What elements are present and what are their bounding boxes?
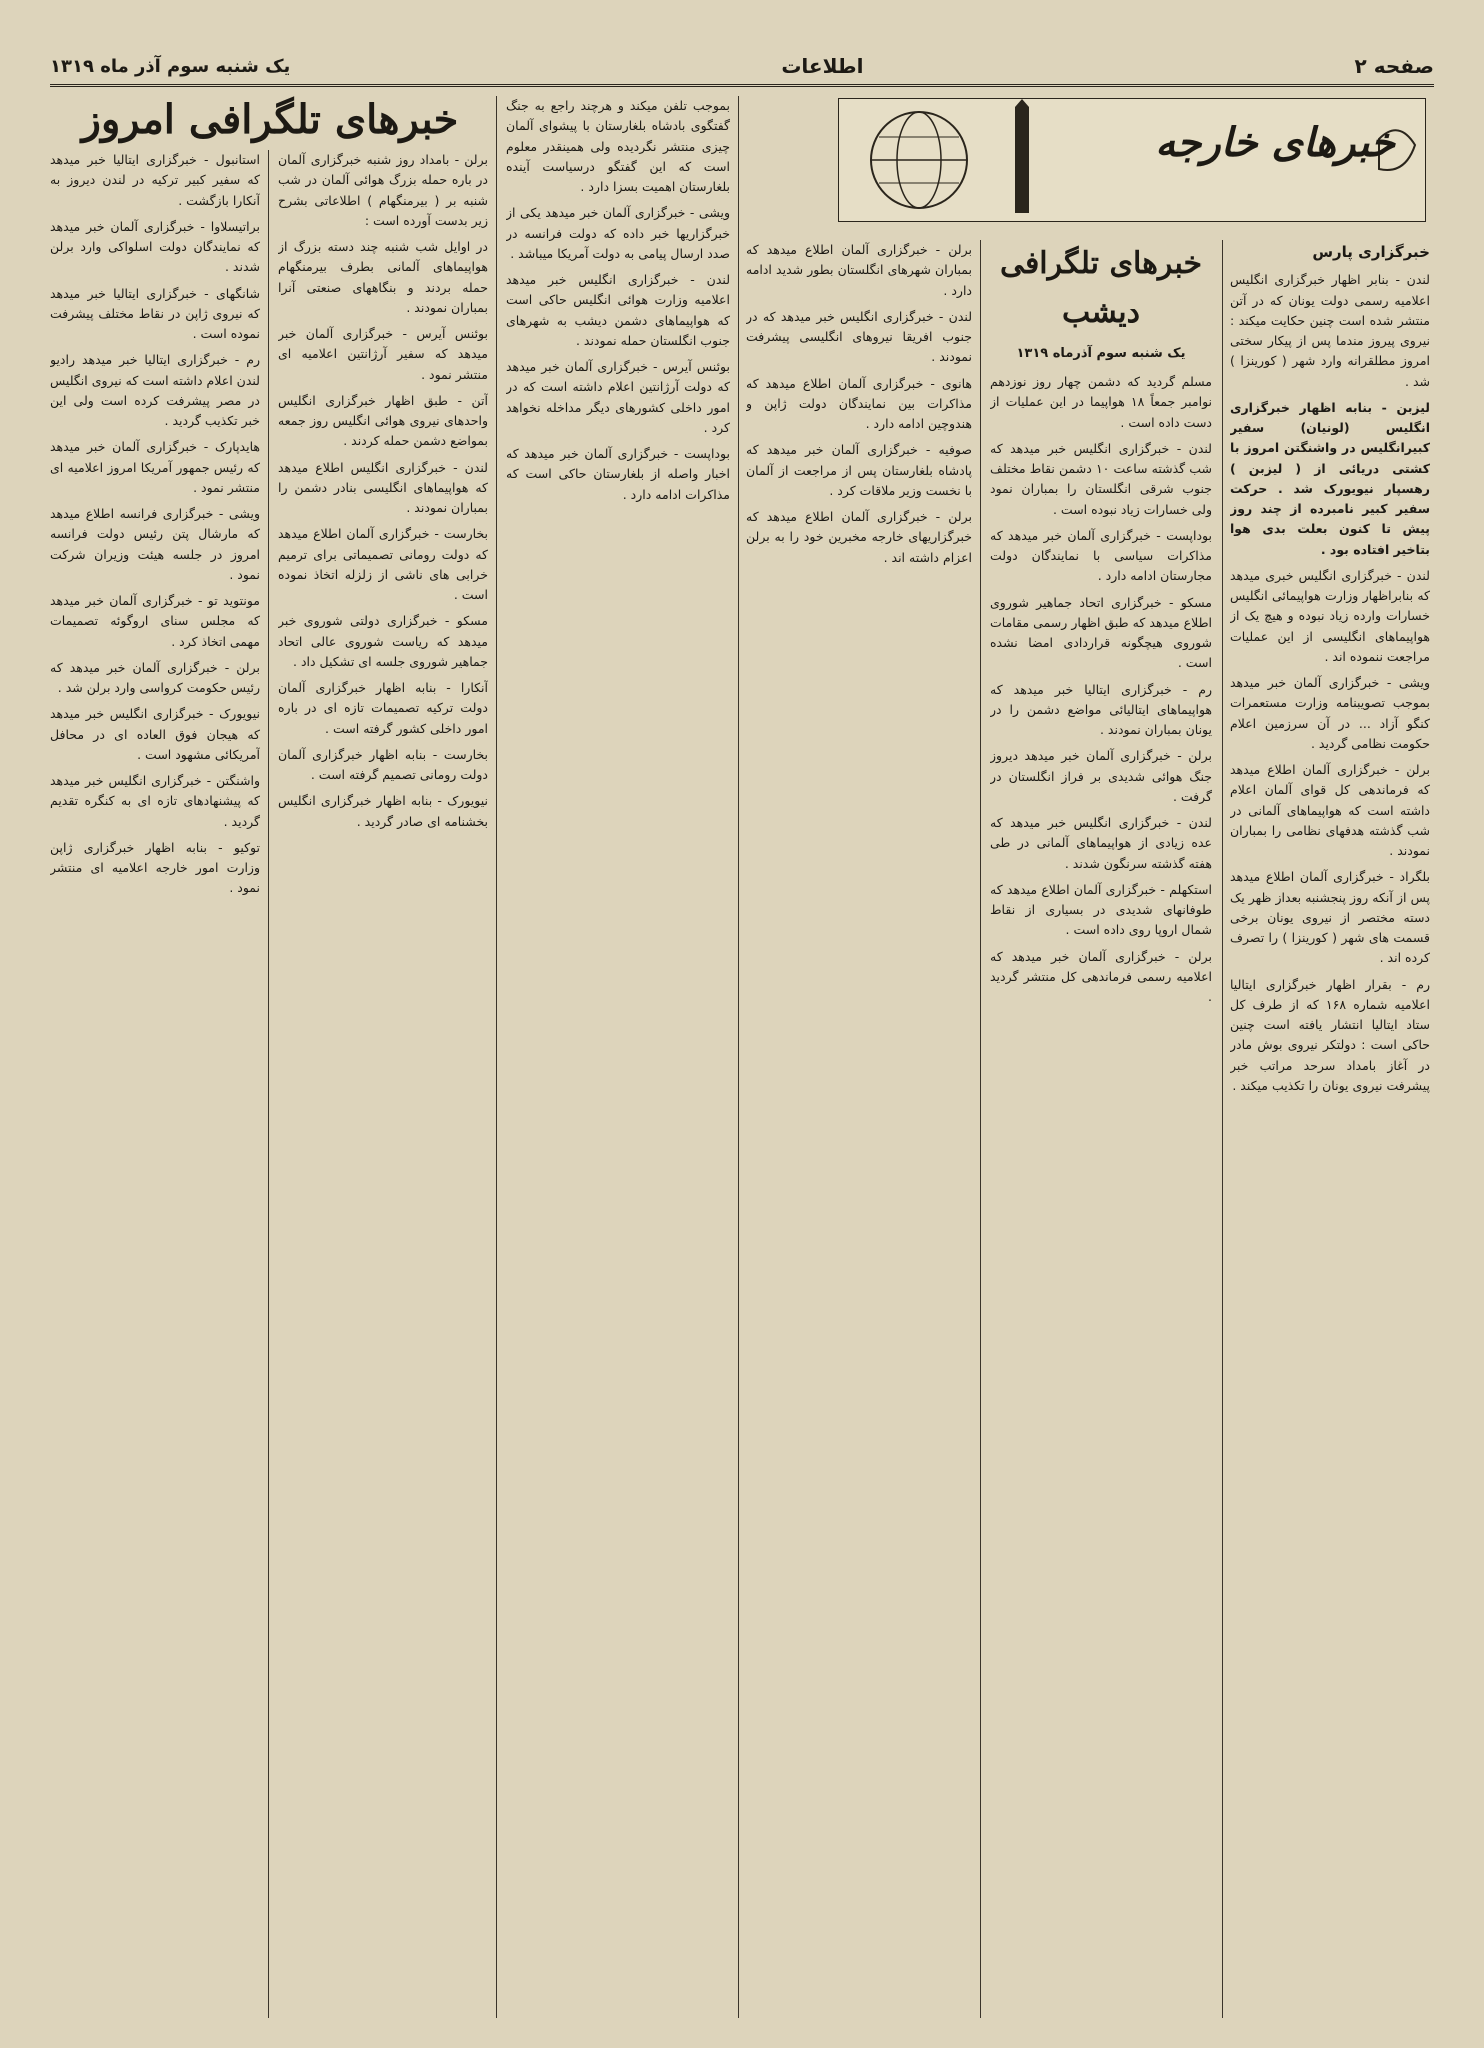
news-item: مسکو - خبرگزاری دولتی شوروی خبر میدهد که ریاست شوروی عالی اتحاد جماهیر شوروی جلسه ای تشکیل داد .	[278, 613, 488, 669]
news-item: بلگراد - خبرگزاری آلمان اطلاع میدهد پس از آنکه روز پنجشنبه بعداز ظهر یک دسته مختصر از نیروی یونان برخی قسمت های شهر ( کورینزا ) را تصرف کرده اند .	[1230, 869, 1430, 966]
news-item: استکهلم - خبرگزاری آلمان اطلاع میدهد که طوفانهای شدیدی در بسیاری از نقاط شمال اروپا روی داده است .	[990, 881, 1212, 938]
column-rule	[496, 96, 497, 2018]
news-item: بوئنس آیرس - خبرگزاری آلمان خبر میدهد که دولت آرژانتین اعلام داشته است که در امور داخلی کشورهای دیگر مداخله نخواهد کرد .	[506, 359, 730, 435]
news-item: استانبول - خبرگزاری ایتالیا خبر میدهد که سفیر کبیر ترکیه در لندن دیروز به آنکارا بازگشت .	[50, 152, 260, 208]
column-today-news	[50, 150, 260, 2018]
news-item: ویشی - خبرگزاری آلمان خبر میدهد بموجب تصویبنامه وزارت مستعمرات کنگو آزاد ... در آن سرزمین اعلام حکومت نظامی گردید .	[1230, 675, 1430, 751]
news-item: ویشی - خبرگزاری آلمان خبر میدهد یکی از خبرگزاریها خبر داده که دولت فرانسه در صدد ارسال پیامی به دولت آمریکا میباشد .	[506, 205, 730, 261]
news-item: لندن - خبرگزاری انگلیس خبر میدهد اعلامیه وزارت هوائی انگلیس حاکی است که هواپیماهای دشمن دیشب به شهرهای جنوب انگلستان حمله نمودند .	[506, 272, 730, 348]
news-item: برلن - بامداد روز شنبه خبرگزاری آلمان در باره حمله بزرگ هوائی آلمان در شب شنبه بر ( بیرمنگهام ) اطلاعاتی بشرح زیر بدست آورده است :	[278, 152, 488, 228]
news-item: رم - خبرگزاری ایتالیا خبر میدهد که هواپیماهای ایتالیائی مواضع دشمن را در یونان بمباران نمودند .	[990, 681, 1212, 738]
column-last-night	[990, 240, 1212, 2018]
news-item: هانوی - خبرگزاری آلمان اطلاع میدهد که مذاکرات بین نمایندگان دولت ژاپن و هندوچین ادامه دارد .	[746, 375, 972, 431]
news-item: بموجب تلفن میکند و هرچند راجع به جنگ گفتگوی بادشاه بلغارستان با پیشوای آلمان چیزی منتشر نگردیده ولی همینقدر معلوم است که این گفتگو درسیاست آینده بلغارستان اهمیت بسزا دارد .	[506, 98, 730, 194]
news-item: بوداپست - خبرگزاری آلمان خبر میدهد که اخبار واصله از بلغارستان حاکی است که مذاکرات ادامه دارد .	[506, 446, 730, 502]
news-item: نیویورک - خبرگزاری انگلیس خبر میدهد که هیجان فوق العاده ای در محافل آمریکائی مشهود است .	[50, 706, 260, 762]
column-rule	[738, 96, 739, 2018]
column-rule	[980, 240, 981, 2018]
news-item: برلن - خبرگزاری آلمان خبر میدهد که رئیس حکومت کرواسی وارد برلن شد .	[50, 659, 260, 695]
news-item: نیویورک - بنابه اظهار خبرگزاری انگلیس بخشنامه ای صادر گردید .	[278, 793, 488, 829]
column-rule	[268, 150, 269, 2018]
news-item: بوئنس آیرس - خبرگزاری آلمان خبر میدهد که سفیر آرژانتین اعلامیه ای منتشر نمود .	[278, 326, 488, 382]
news-item: برلن - خبرگزاری آلمان اطلاع میدهد که فرماندهی کل قوای آلمان اعلام داشته است که هواپیماهای آلمانی در شب گذشته هدفهای نظامی را بمباران نمودند .	[1230, 762, 1430, 859]
today-headline: خبرهای تلگرافی امروز	[81, 96, 459, 143]
page-header	[50, 48, 1434, 87]
news-item: آتن - طبق اظهار خبرگزاری انگلیس واحدهای نیروی هوائی انگلیس روز جمعه بمواضع دشمن حمله کردند .	[278, 392, 488, 449]
news-item: برلن - خبرگزاری آلمان خبر میدهد که اعلامیه رسمی فرماندهی کل منتشر گردید .	[990, 948, 1212, 1005]
column-agency-news	[1230, 240, 1430, 2018]
news-item: لندن - بنابر اظهار خبرگزاری انگلیس اعلامیه رسمی دولت یونان که در آتن منتشر شده است چنین حکایت میکند : نیروی پیروز مندما پس از پیکار سختی امروز مطلقرانه وارد شهر ( کورینزا ) شد .	[1230, 272, 1430, 389]
column-rule	[1222, 240, 1223, 2018]
news-item: صوفیه - خبرگزاری آلمان خبر میدهد که پادشاه بلغارستان پس از مراجعت از آلمان با نخست وزیر ملاقات کرد .	[746, 442, 972, 498]
today-headline-box	[50, 96, 490, 156]
news-item: شانگهای - خبرگزاری ایتالیا خبر میدهد که نیروی ژاپن در نقاط مختلف پیشرفت نموده است .	[50, 285, 260, 341]
news-item: لندن - خبرگزاری انگلیس خبر میدهد که در جنوب افریقا نیروهای انگلیسی پیشرفت نمودند .	[746, 308, 972, 365]
news-item: هایدپارک - خبرگزاری آلمان خبر میدهد که رئیس جمهور آمریکا امروز اعلامیه ای منتشر نمود .	[50, 439, 260, 495]
news-item: بخارست - خبرگزاری آلمان اطلاع میدهد که دولت رومانی تصمیماتی برای ترمیم خرابی های ناشی از زلزله اتخاذ نموده است .	[278, 526, 488, 602]
news-item: ویشی - خبرگزاری فرانسه اطلاع میدهد که مارشال پتن رئیس دولت فرانسه امروز در جلسه هیئت وزیران شرکت نمود .	[50, 506, 260, 582]
news-item: لندن - خبرگزاری انگلیس خبر میدهد که عده زیادی از هواپیماهای آلمانی در طی هفته گذشته سرنگون شدند .	[990, 815, 1212, 871]
news-item: بخارست - بنابه اظهار خبرگزاری آلمان دولت رومانی تصمیم گرفته است .	[278, 746, 488, 782]
news-item: لندن - خبرگزاری انگلیس اطلاع میدهد که هواپیماهای انگلیسی بنادر دشمن را بمباران نمودند .	[278, 459, 488, 515]
news-item: لندن - خبرگزاری انگلیس خبری میدهد که بنابراظهار وزارت هواپیمائی انگلیس خسارات وارده زیاد نبوده و هیچ یک از هواپیماهای انگلیسی از این عملیات مراجعت ننموده اند .	[1230, 567, 1430, 664]
section-date: یک شنبه سوم آذرماه ۱۳۱۹	[1016, 346, 1186, 362]
news-item: برلن - خبرگزاری آلمان خبر میدهد دیروز جنگ هوائی شدیدی بر فراز انگلستان در گرفت .	[990, 748, 1212, 804]
news-item: واشنگتن - خبرگزاری انگلیس خبر میدهد که پیشنهادهای تازه ای به کنگره تقدیم گردید .	[50, 773, 260, 829]
news-item: رم - بقرار اظهار خبرگزاری ایتالیا اعلامیه شماره ۱۶۸ که از طرف کل ستاد ایتالیا انتشار یافته است چنین حاکی است : دولتکر نیروی بوش مادر در آغاز بامداد سرحد مراتب خبر پیشرفت نیروی یونان را تکذیب میکند .	[1230, 976, 1430, 1093]
news-item: مسکو - خبرگزاری اتحاد جماهیر شوروی اطلاع میدهد که طبق اظهار رسمی مقامات شوروی هیچگونه قراردادی امضا نشده است .	[990, 594, 1212, 671]
news-item: براتیسلاوا - خبرگزاری آلمان خبر میدهد که نمایندگان دولت اسلواکی وارد برلن شدند .	[50, 218, 260, 275]
news-item: بوداپست - خبرگزاری آلمان خبر میدهد که مذاکرات سیاسی با نمایندگان دولت مجارستان ادامه دارد .	[990, 527, 1212, 584]
news-item: مسلم گردید که دشمن چهار روز نوزدهم نوامبر جمعاً ۱۸ هواپیما در این عملیات از دست داده است .	[990, 374, 1212, 430]
news-item: آنکارا - بنابه اظهار خبرگزاری آلمان دولت ترکیه تصمیمات تازه ای در باره امور داخلی کشور گرفته است .	[278, 680, 488, 736]
news-item: برلن - خبرگزاری آلمان اطلاع میدهد که بمباران شهرهای انگلستان بطور شدید ادامه دارد .	[746, 242, 972, 298]
agency-label: خبرگزاری پارس	[1312, 243, 1430, 261]
page-number: صفحه ۲	[1354, 54, 1434, 78]
issue-date: یک شنبه سوم آذر ماه ۱۳۱۹	[50, 55, 291, 77]
news-item: لیزبن - بنابه اظهار خبرگزاری انگلیس (لونیان) سفیر کبیرانگلیس در واشنگتن امروز با کشتی دریائی از ( لیزبن ) رهسپار نیویورک شد . حرکت سفیر کبیر نامبرده از چند روز پیش تا کنون بعلت بدی هوا بتاخیر افتاده بود .	[1230, 399, 1430, 557]
column-news-3	[746, 240, 972, 2018]
foreign-news-banner	[838, 98, 1426, 222]
news-item: برلن - خبرگزاری آلمان اطلاع میدهد که خبرگزاریهای خارجه مخبرین خود را به برلن اعزام داشته اند .	[746, 509, 972, 565]
news-item: رم - خبرگزاری ایتالیا خبر میدهد رادیو لندن اعلام داشته است که نیروی انگلیس در مصر پیشرفت کرده است ولی این خبر تکذیب گردید .	[50, 352, 260, 428]
banner-title: خبرهای خارجه	[1155, 119, 1395, 166]
column-news-4	[506, 96, 730, 2018]
news-item: لندن - خبرگزاری انگلیس خبر میدهد که شب گذشته ساعت ۱۰ دشمن نقاط مختلف جنوب شرقی انگلستان را بمباران نمود ولی خسارات زیاد نبوده است .	[990, 440, 1212, 517]
news-item: مونتوید تو - خبرگزاری آلمان خبر میدهد که مجلس سنای اروگوئه تصمیمات مهمی اتخاذ کرد .	[50, 593, 260, 649]
news-item: توکیو - بنابه اظهار خبرگزاری ژاپن وزارت امور خارجه اعلامیه ای منتشر نمود .	[50, 839, 260, 896]
news-item: در اوایل شب شنبه چند دسته بزرگ از هواپیماهای آلمانی بطرف بیرمنگهام حمله بردند و بنگاههای صنعتی آنرا بمباران نمودند .	[278, 239, 488, 315]
section-headline: خبرهای تلگرافی دیشب	[999, 246, 1203, 330]
paper-name: اطلاعات	[781, 54, 864, 78]
column-news-5	[278, 150, 488, 2018]
